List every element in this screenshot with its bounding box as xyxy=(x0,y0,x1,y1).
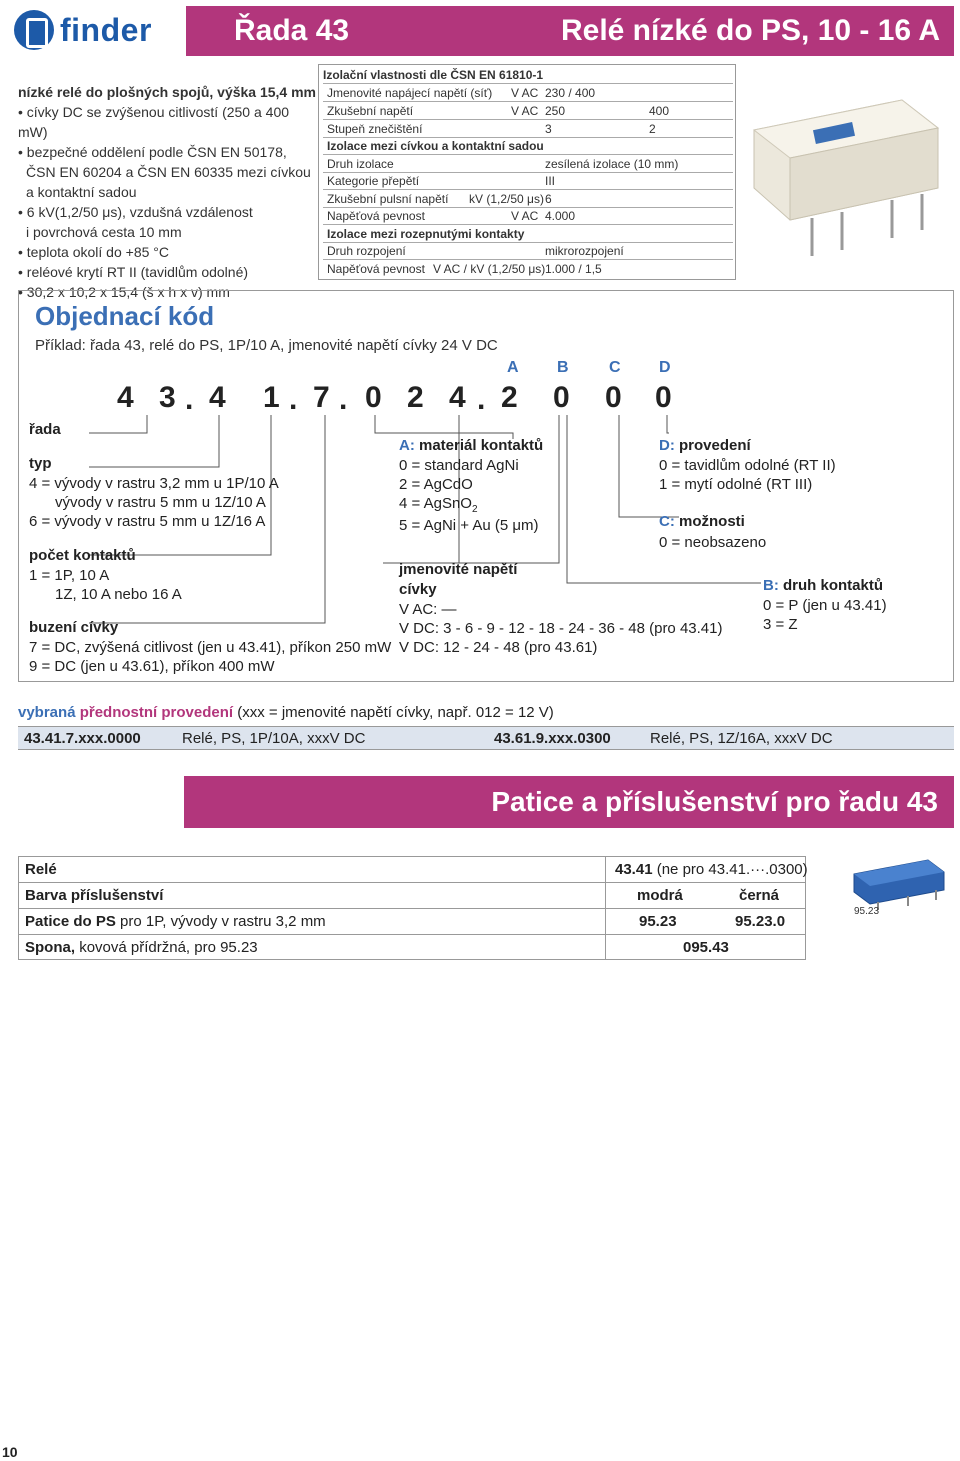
spec-row: Jmenovité napájecí napětí (síť) V AC 230 / 400 xyxy=(323,85,733,102)
code-dot: . xyxy=(185,383,194,416)
preferred-desc: Relé, PS, 1Z/16A, xxxV DC xyxy=(650,730,833,747)
socket-caption: 95.23 xyxy=(854,906,880,917)
spec-row: Druh izolace zesílená izolace (10 mm) xyxy=(323,156,733,173)
title-bar xyxy=(186,6,954,56)
accessories-title-bar xyxy=(184,776,954,828)
order-code-example: Příklad: řada 43, relé do PS, 1P/10 A, jmenovité napětí cívky 24 V DC xyxy=(35,337,498,354)
coil-voltage-label: jmenovité napětí xyxy=(399,561,518,578)
provedeni-label: D: provedení xyxy=(659,437,751,454)
code-digit: 0 xyxy=(605,381,622,414)
product-title: Relé nízké do PS, 10 - 16 A xyxy=(560,14,940,47)
table-row: Spona, kovová přídržná, pro 95.23 095.43 xyxy=(25,939,729,956)
code-letter-a: A xyxy=(507,359,519,376)
preferred-code: 43.41.7.xxx.0000 xyxy=(24,730,141,747)
code-digit: 7 xyxy=(313,381,330,414)
spec-row: Napěťová pevnost V AC / kV (1,2/50 μs) 1.000 / 1,5 xyxy=(327,262,602,276)
accessories-title: Patice a příslušenství pro řadu 43 xyxy=(491,786,938,817)
accessories-table xyxy=(18,856,806,960)
preferred-title: vybraná přednostní provedení (xxx = jmenovité napětí cívky, např. 012 = 12 V) xyxy=(18,704,554,721)
code-digit: 4 xyxy=(449,381,466,414)
spec-row: Zkušební pulsní napětí kV (1,2/50 μs) 6 xyxy=(323,191,733,208)
material-option: 4 = AgSnO$_2$ xyxy=(399,495,478,515)
contact-type-label: B: druh kontaktů xyxy=(763,577,883,594)
socket-photo xyxy=(848,856,948,912)
provedeni-option: 1 = mytí odolné (RT III) xyxy=(659,476,813,493)
pocet-option: 1 = 1P, 10 A xyxy=(29,567,110,584)
feature-item: • cívky DC se zvýšenou citlivostí (250 a 400 mW) xyxy=(18,104,290,140)
insulation-spec-table xyxy=(318,64,736,280)
coil-voltage-option: V DC: 12 - 24 - 48 (pro 43.61) xyxy=(399,639,598,656)
code-digit: 1 xyxy=(263,381,280,414)
pocet-option: 1Z, 10 A nebo 16 A xyxy=(55,586,182,603)
preferred-desc: Relé, PS, 1P/10A, xxxV DC xyxy=(182,730,366,747)
moznosti-label: C: možnosti xyxy=(659,513,745,530)
feature-item: • 30,2 x 10,2 x 15,4 (š x h x v) mm xyxy=(18,284,230,300)
preferred-code: 43.61.9.xxx.0300 xyxy=(494,730,611,747)
material-option: 5 = AgNi + Au (5 μm) xyxy=(399,517,539,534)
spec-row: Druh rozpojení mikrorozpojení xyxy=(323,243,733,260)
feature-item: • 6 kV(1,2/50 μs), vzdušná vzdálenost xyxy=(18,204,253,220)
table-row: Patice do PS pro 1P, vývody v rastru 3,2 mm 95.23 95.23.0 xyxy=(19,909,805,935)
spec-section-heading: Izolace mezi rozepnutými kontakty xyxy=(323,226,733,243)
spec-section-heading: Izolace mezi cívkou a kontaktní sadou xyxy=(323,138,733,155)
pocet-label: počet kontaktů xyxy=(29,547,136,564)
typ-label: typ xyxy=(29,455,52,472)
page-header xyxy=(0,0,960,62)
code-digit: 0 xyxy=(365,381,382,414)
coil-voltage-option: V DC: 3 - 6 - 9 - 12 - 18 - 24 - 36 - 48 (pro 43.41) xyxy=(399,620,723,637)
spec-row: Zkušební napětí V AC 250 400 xyxy=(323,103,733,120)
finder-logo xyxy=(14,10,174,54)
code-letter-b: B xyxy=(557,359,569,376)
code-digit: 2 xyxy=(407,381,424,414)
code-dot: . xyxy=(289,383,298,416)
preferred-row xyxy=(18,726,954,750)
typ-option: 4 = vývody v rastru 3,2 mm u 1P/10 A xyxy=(29,475,279,492)
feature-item: • reléové krytí RT II (tavidlům odolné) xyxy=(18,264,249,280)
contact-type-option: 3 = Z xyxy=(763,616,798,633)
typ-option: 6 = vývody v rastru 5 mm u 1Z/16 A xyxy=(29,513,266,530)
feature-list xyxy=(18,82,318,302)
moznosti-option: 0 = neobsazeno xyxy=(659,534,767,551)
code-digit: 4 xyxy=(117,381,134,414)
code-letter-c: C xyxy=(609,359,621,376)
typ-option: vývody v rastru 5 mm u 1Z/10 A xyxy=(55,494,266,511)
code-digit: 0 xyxy=(655,381,672,414)
feature-item: • teplota okolí do +85 °C xyxy=(18,244,169,260)
code-dot: . xyxy=(339,383,348,416)
feature-lead: nízké relé do plošných spojů, výška 15,4 mm xyxy=(18,84,317,100)
feature-item: ČSN EN 60204 a ČSN EN 60335 mezi cívkou xyxy=(26,164,311,180)
buzeni-option: 9 = DC (jen u 43.61), příkon 400 mW xyxy=(29,658,275,675)
material-label: A: materiál kontaktů xyxy=(399,437,544,454)
material-option: 2 = AgCdO xyxy=(399,476,473,493)
page-number: 10 xyxy=(2,1444,18,1460)
series-title: Řada 43 xyxy=(234,14,350,47)
spec-row: Stupeň znečištění 3 2 xyxy=(323,121,733,138)
logo-text: finder xyxy=(60,12,152,48)
coil-voltage-label-2: cívky xyxy=(399,581,437,598)
order-code-section xyxy=(18,290,954,682)
rada-label: řada xyxy=(29,421,61,438)
spec-row: Napěťová pevnost V AC 4.000 xyxy=(323,208,733,225)
relay-photo xyxy=(742,70,954,280)
feature-item: a kontaktní sadou xyxy=(26,184,137,200)
table-row: Barva příslušenství modrá černá xyxy=(19,883,805,909)
table-row: Relé 43.41 (ne pro 43.41.···.0300) xyxy=(19,857,805,883)
buzeni-label: buzení cívky xyxy=(29,619,119,636)
code-digit: 0 xyxy=(553,381,570,414)
logo-icon xyxy=(14,10,54,50)
code-digit: 3 xyxy=(159,381,176,414)
code-dot: . xyxy=(477,383,486,416)
feature-item: • bezpečné oddělení podle ČSN EN 50178, xyxy=(18,144,287,160)
coil-voltage-option: V AC: — xyxy=(399,601,457,618)
material-option: 0 = standard AgNi xyxy=(399,457,519,474)
order-code-title: Objednací kód xyxy=(35,301,215,331)
code-letter-d: D xyxy=(659,359,671,376)
feature-item: i povrchová cesta 10 mm xyxy=(26,224,182,240)
code-digit: 4 xyxy=(209,381,226,414)
contact-type-option: 0 = P (jen u 43.41) xyxy=(763,597,887,614)
code-digit: 2 xyxy=(501,381,518,414)
spec-row: Kategorie přepětí III xyxy=(323,173,733,190)
buzeni-option: 7 = DC, zvýšená citlivost (jen u 43.41), příkon 250 mW xyxy=(29,639,392,656)
provedeni-option: 0 = tavidlům odolné (RT II) xyxy=(659,457,836,474)
spec-title: Izolační vlastnosti dle ČSN EN 61810-1 xyxy=(323,67,733,84)
